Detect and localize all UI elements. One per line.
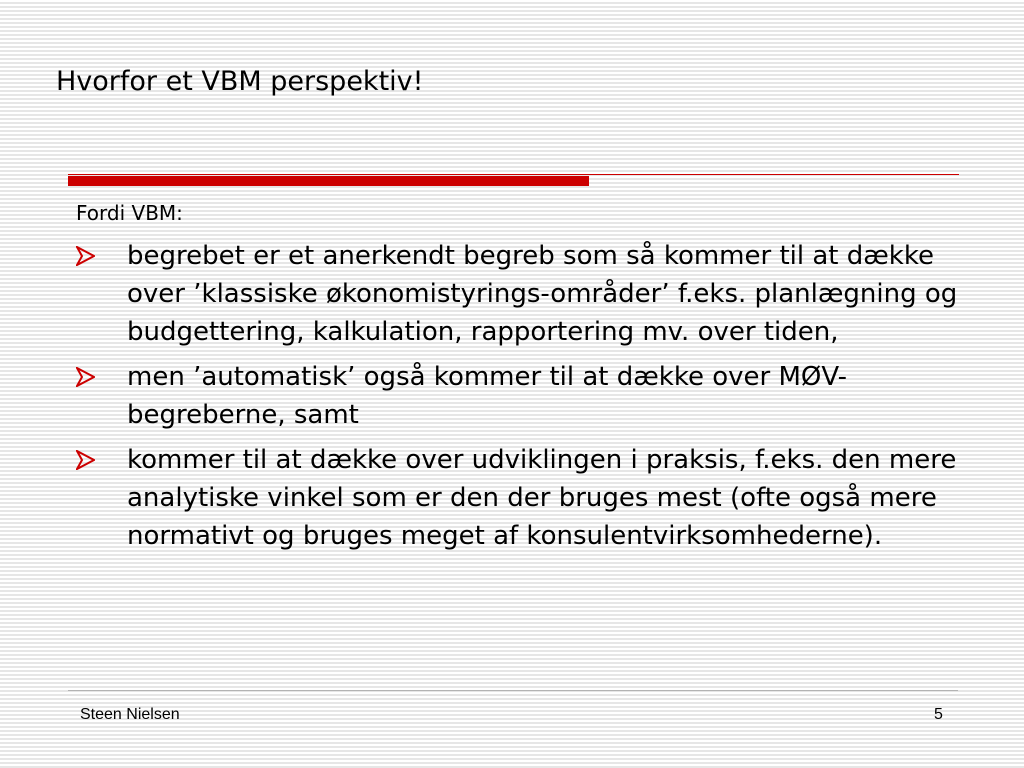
slide-title: Hvorfor et VBM perspektiv! [56, 66, 424, 97]
intro-text: Fordi VBM: [76, 201, 183, 225]
title-divider-thick [68, 176, 589, 186]
footer-author: Steen Nielsen [80, 706, 180, 723]
bullet-text: begrebet er et anerkendt begreb som så kommer til at dække over ’klassiske økonomistyrings-områder’ f.eks. planlægning og budgettering, kalkulation, rapportering mv. over tiden, [127, 241, 958, 347]
footer-divider [68, 690, 958, 691]
arrowhead-bullet-icon [76, 246, 95, 266]
bullet-item [76, 441, 991, 555]
arrowhead-bullet-icon [76, 367, 95, 387]
bullet-text: kommer til at dække over udviklingen i praksis, f.eks. den mere analytiske vinkel som er den der bruges mest (ofte også mere normativt og bruges meget af konsulentvirksomhederne). [127, 445, 957, 551]
bullet-item [76, 358, 991, 434]
bullet-list [76, 237, 991, 562]
bullet-item [76, 237, 991, 351]
bullet-text: men ’automatisk’ også kommer til at dække over MØV-begreberne, samt [127, 362, 848, 430]
arrowhead-bullet-icon [76, 450, 95, 470]
title-divider-thin [68, 174, 959, 175]
page-number: 5 [934, 706, 943, 723]
